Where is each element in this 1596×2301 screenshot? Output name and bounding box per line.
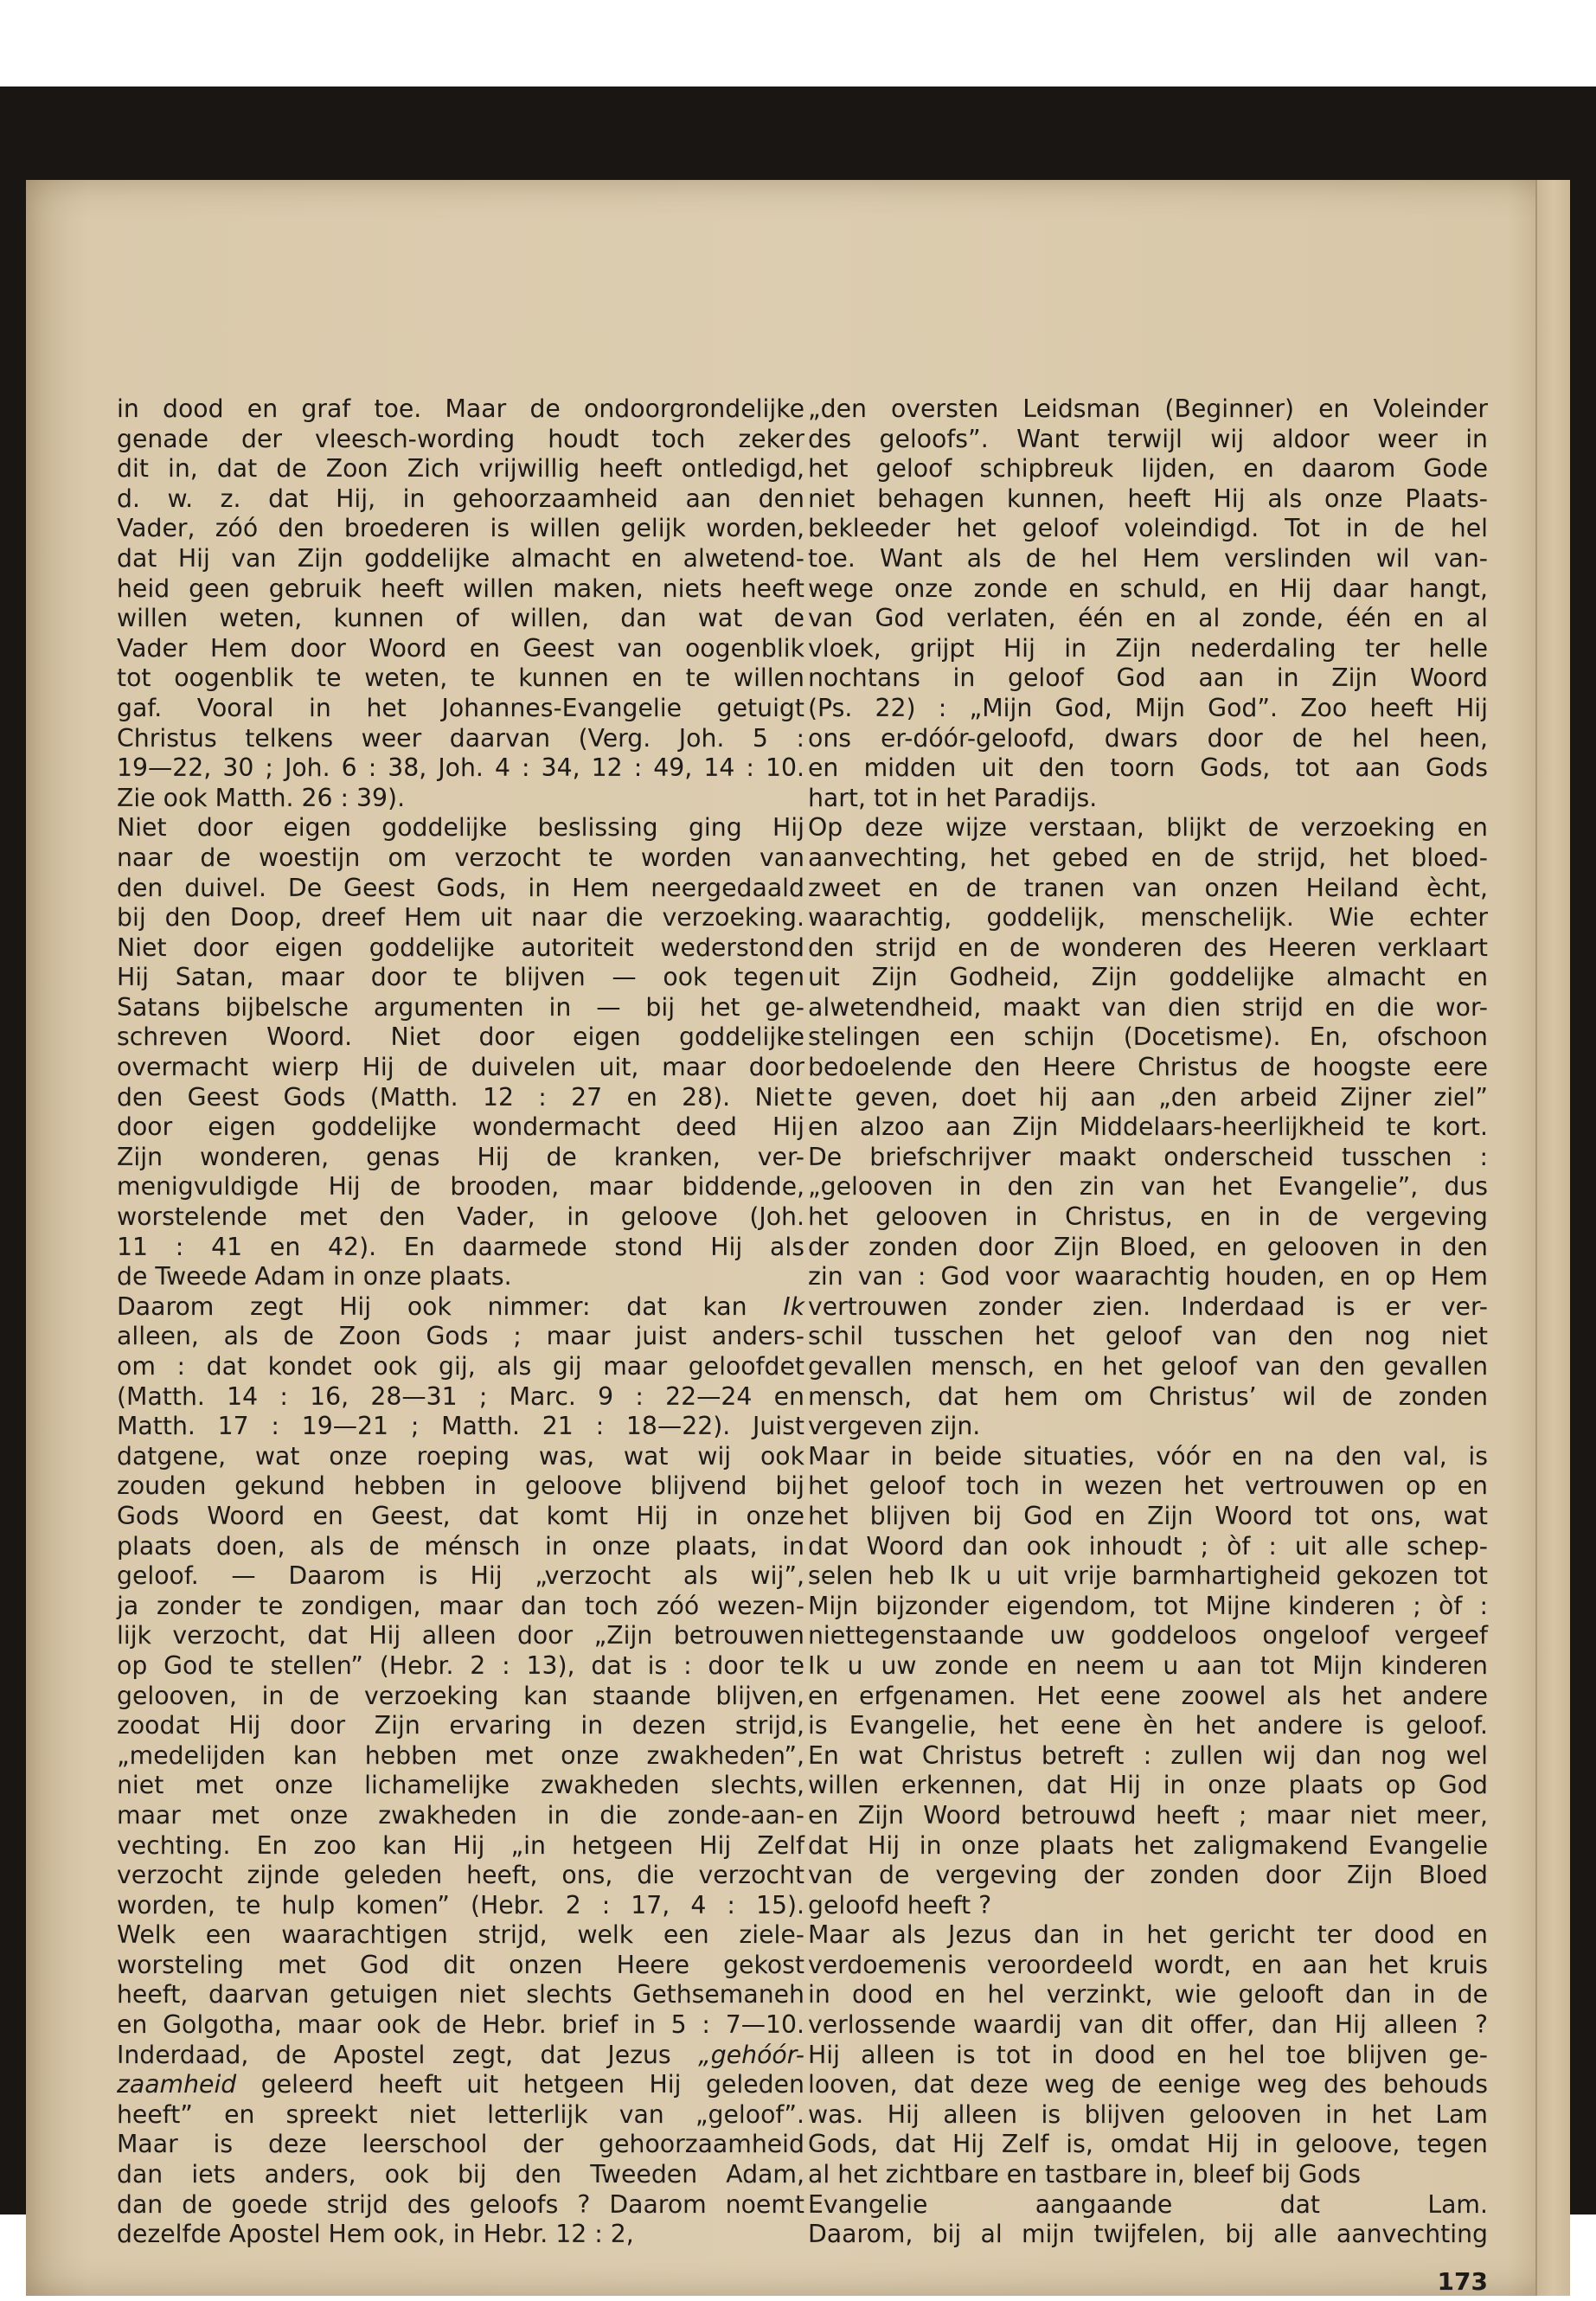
text-line: vertrouwen zonder zien. Inderdaad is er ver- — [808, 1292, 1488, 1321]
text-line: worden, te hulp komen” (Hebr. 2 : 17, 4 : 15). — [117, 1890, 804, 1920]
text-line: Maar als Jezus dan in het gericht ter dood en — [808, 1920, 1488, 1950]
text-line: Niet door eigen goddelijke autoriteit wederstond — [117, 933, 804, 962]
text-line: Satans bijbelsche argumenten in — bij het ge- — [117, 992, 804, 1022]
text-line: en Zijn Woord betrouwd heeft ; maar niet meer, — [808, 1800, 1488, 1830]
text-line: datgene, wat onze roeping was, wat wij ook — [117, 1441, 804, 1471]
text-line: van God verlaten, één en al zonde, één en al — [808, 604, 1488, 633]
text-line: te geven, doet hij aan „den arbeid Zijner ziel” — [808, 1082, 1488, 1112]
text-line: dan de goede strijd des geloofs ? Daarom noemt — [117, 2189, 804, 2219]
text-line: Op deze wijze verstaan, blijkt de verzoeking en — [808, 813, 1488, 843]
text-line: Maar is deze leerschool der gehoorzaamheid — [117, 2130, 804, 2159]
text-line: schil tusschen het geloof van den nog niet — [808, 1322, 1488, 1351]
text-line: alwetendheid, maakt van dien strijd en die wor- — [808, 992, 1488, 1022]
text-line: niettegenstaande uw goddeloos ongeloof vergeef — [808, 1621, 1488, 1650]
text-line: plaats doen, als de ménsch in onze plaats, in — [117, 1531, 804, 1561]
right-text-column — [808, 394, 1488, 2250]
text-line: nochtans in geloof God aan in Zijn Woord — [808, 663, 1488, 693]
text-line: dat Hij van Zijn goddelijke almacht en alwetend- — [117, 543, 804, 573]
text-line: geloof. — Daarom is Hij „verzocht als wij”, — [117, 1561, 804, 1591]
text-line: vergeven zijn. — [808, 1412, 981, 1441]
text-line: „gelooven in den zin van het Evangelie”, dus — [808, 1172, 1488, 1202]
text-line: hart, tot in het Paradijs. — [808, 783, 1098, 812]
text-line: verdoemenis veroordeeld wordt, en aan het kruis — [808, 1950, 1488, 1979]
text-line: verlossende waardij van dit offer, dan Hij alleen ? — [808, 2010, 1488, 2040]
text-line: Zijn wonderen, genas Hij de kranken, ver- — [117, 1142, 804, 1171]
text-line: en Golgotha, maar ook de Hebr. brief in 5 : 7—10. — [117, 2010, 804, 2040]
text-line: verzocht zijnde geleden heeft, ons, die verzocht — [117, 1861, 804, 1890]
text-line: Ik u uw zonde en neem u aan tot Mijn kinderen — [808, 1650, 1488, 1680]
text-line: al het zichtbare en tastbare in, bleef bij Gods — [808, 2160, 1361, 2189]
text-line: Hij Satan, maar door te blijven — ook tegen — [117, 963, 804, 992]
text-line: Mijn bijzonder eigendom, tot Mijne kinderen ; òf : — [808, 1591, 1488, 1620]
text-line: uit Zijn Godheid, Zijn goddelijke almacht en — [808, 963, 1488, 992]
text-line: lijk verzocht, dat Hij alleen door „Zijn betrouwen — [117, 1621, 804, 1650]
text-line: Hij alleen is tot in dood en hel toe blijven ge- — [808, 2040, 1488, 2069]
text-line: naar de woestijn om verzocht te worden van — [117, 843, 804, 872]
text-line: gaf. Vooral in het Johannes-Evangelie getuigt — [117, 693, 804, 722]
emphasis: Ik — [783, 1292, 804, 1321]
text-line: Christus telkens weer daarvan (Verg. Joh. 5 : — [117, 723, 804, 753]
text-line: dat Woord dan ook inhoudt ; òf : uit alle schep- — [808, 1531, 1488, 1561]
text-line: het blijven bij God en Zijn Woord tot ons, wat — [808, 1501, 1488, 1530]
text-line: Gods, dat Hij Zelf is, omdat Hij in geloove, tegen — [808, 2130, 1488, 2159]
text-line: heeft, daarvan getuigen niet slechts Gethsemaneh — [117, 1980, 804, 2009]
text-line: zouden gekund hebben in geloove blijvend bij — [117, 1471, 804, 1501]
text-line: de Tweede Adam in onze plaats. — [117, 1262, 512, 1292]
text-line: zoodat Hij door Zijn ervaring in dezen strijd, — [117, 1711, 804, 1740]
text-line: niet behagen kunnen, heeft Hij als onze Plaats- — [808, 484, 1488, 513]
text-line: willen weten, kunnen of willen, dan wat de — [117, 604, 804, 633]
text-line: den strijd en de wonderen des Heeren verklaart — [808, 933, 1488, 962]
text-line: het geloof toch in wezen het vertrouwen op en — [808, 1471, 1488, 1501]
text-line: tot oogenblik te weten, te kunnen en te willen — [117, 663, 804, 693]
text-line: overmacht wierp Hij de duivelen uit, maar door — [117, 1053, 804, 1082]
page-edge — [1535, 180, 1570, 2296]
text-line: zin van : God voor waarachtig houden, en op Hem — [808, 1262, 1488, 1292]
text-line: looven, dat deze weg de eenige weg des behouds — [808, 2070, 1488, 2099]
text-line: Gods Woord en Geest, dat komt Hij in onze — [117, 1501, 804, 1530]
text-line: in dood en hel verzinkt, wie gelooft dan in de — [808, 1980, 1488, 2009]
text-line: vechting. En zoo kan Hij „in hetgeen Hij Zelf — [117, 1830, 804, 1860]
text-line: dezelfde Apostel Hem ook, in Hebr. 12 : 2, — [117, 2220, 634, 2249]
text-line: en alzoo aan Zijn Middelaars-heerlijkheid te kort. — [808, 1112, 1488, 1142]
text-line: der zonden door Zijn Bloed, en gelooven in den — [808, 1232, 1488, 1261]
text-line: door eigen goddelijke wondermacht deed Hij — [117, 1112, 804, 1142]
text-line: (Matth. 14 : 16, 28—31 ; Marc. 9 : 22—24 en — [117, 1381, 804, 1411]
text-line: 11 : 41 en 42). En daarmede stond Hij als — [117, 1232, 804, 1261]
text-line: menigvuldigde Hij de brooden, maar biddende, — [117, 1172, 804, 1202]
text-line: vloek, grijpt Hij in Zijn nederdaling ter helle — [808, 633, 1488, 663]
text-line: gevallen mensch, en het geloof van den gevallen — [808, 1352, 1488, 1381]
left-text-column — [117, 394, 804, 2250]
text-line: geloofd heeft ? — [808, 1890, 992, 1920]
book-page — [26, 180, 1570, 2296]
text-line: maar met onze zwakheden in die zonde-aan- — [117, 1800, 804, 1830]
text-line: Inderdaad, de Apostel zegt, dat Jezus „gehóór- — [117, 2040, 804, 2069]
text-line: des geloofs”. Want terwijl wij aldoor weer in — [808, 424, 1488, 453]
text-line: gelooven, in de verzoeking kan staande blijven, — [117, 1681, 804, 1710]
text-line: in dood en graf toe. Maar de ondoorgrondelijke — [117, 394, 804, 423]
text-line: mensch, dat hem om Christus’ wil de zonden — [808, 1381, 1488, 1411]
text-line: op God te stellen” (Hebr. 2 : 13), dat is : door te — [117, 1650, 804, 1680]
text-line: om : dat kondet ook gij, als gij maar geloofdet — [117, 1352, 804, 1381]
text-line: dan iets anders, ook bij den Tweeden Adam, — [117, 2160, 804, 2189]
text-line: worstelende met den Vader, in geloove (Joh. — [117, 1202, 804, 1232]
page-number: 173 — [1437, 2267, 1488, 2296]
text-line: willen erkennen, dat Hij in onze plaats op God — [808, 1771, 1488, 1800]
text-line: „medelijden kan hebben met onze zwakheden”, — [117, 1740, 804, 1770]
text-line: genade der vleesch-wording houdt toch zeker — [117, 424, 804, 453]
text-line: ons er-dóór-geloofd, dwars door de hel heen, — [808, 723, 1488, 753]
text-line: dit in, dat de Zoon Zich vrijwillig heeft ontledigd, — [117, 454, 804, 484]
text-line: Vader, zóó den broederen is willen gelijk worden, — [117, 514, 804, 543]
text-line: alleen, als de Zoon Gods ; maar juist anders- — [117, 1322, 804, 1351]
text-line: 19—22, 30 ; Joh. 6 : 38, Joh. 4 : 34, 12 : 49, 14 : 10. — [117, 753, 804, 783]
text-line: stelingen een schijn (Docetisme). En, ofschoon — [808, 1022, 1488, 1052]
text-line: worsteling met God dit onzen Heere gekost — [117, 1950, 804, 1979]
text-line: niet met onze lichamelijke zwakheden slechts, — [117, 1771, 804, 1800]
text-line: waarachtig, goddelijk, menschelijk. Wie echter — [808, 903, 1488, 933]
text-line: den Geest Gods (Matth. 12 : 27 en 28). Niet — [117, 1082, 804, 1112]
scan-frame — [0, 87, 1596, 2296]
text-line: Welk een waarachtigen strijd, welk een ziele- — [117, 1920, 804, 1950]
text-line: het gelooven in Christus, en in de vergeving — [808, 1202, 1488, 1232]
text-line: Niet door eigen goddelijke beslissing ging Hij — [117, 813, 804, 843]
text-line: „den oversten Leidsman (Beginner) en Voleinder — [808, 394, 1488, 423]
text-line: d. w. z. dat Hij, in gehoorzaamheid aan den — [117, 484, 804, 513]
text-line: Zie ook Matth. 26 : 39). — [117, 783, 406, 812]
text-line: toe. Want als de hel Hem verslinden wil van- — [808, 543, 1488, 573]
text-line: Daarom zegt Hij ook nimmer: dat kan Ik — [117, 1292, 804, 1321]
emphasis: „gehóór- — [698, 2040, 804, 2069]
text-line: Daarom, bij al mijn twijfelen, bij alle aanvechting — [808, 2220, 1488, 2249]
text-line: (Ps. 22) : „Mijn God, Mijn God”. Zoo heeft Hij — [808, 693, 1488, 722]
text-line: den duivel. De Geest Gods, in Hem neergedaald — [117, 873, 804, 902]
text-line: Matth. 17 : 19—21 ; Matth. 21 : 18—22). Juist — [117, 1412, 804, 1441]
text-line: en midden uit den toorn Gods, tot aan Gods — [808, 753, 1488, 783]
text-line: was. Hij alleen is blijven gelooven in het Lam — [808, 2099, 1488, 2129]
text-line: van de vergeving der zonden door Zijn Bloed — [808, 1861, 1488, 1890]
text-line: heid geen gebruik heeft willen maken, niets heeft — [117, 574, 804, 603]
text-line: het geloof schipbreuk lijden, en daarom Gode — [808, 454, 1488, 484]
text-line: selen heb Ik u uit vrije barmhartigheid gekozen tot — [808, 1561, 1488, 1591]
text-line: bedoelende den Heere Christus de hoogste eere — [808, 1053, 1488, 1082]
text-line: heeft” en spreekt niet letterlijk van „geloof”. — [117, 2099, 804, 2129]
text-line: Maar in beide situaties, vóór en na den val, is — [808, 1441, 1488, 1471]
text-line: zaamheid geleerd heeft uit hetgeen Hij geleden — [117, 2070, 804, 2099]
text-line: dat Hij in onze plaats het zaligmakend Evangelie — [808, 1830, 1488, 1860]
text-line: is Evangelie, het eene èn het andere is geloof. — [808, 1711, 1488, 1740]
text-line: aanvechting, het gebed en de strijd, het bloed- — [808, 843, 1488, 872]
text-line: bekleeder het geloof voleindigd. Tot in de hel — [808, 514, 1488, 543]
text-line: Evangelie aangaande dat Lam. — [808, 2189, 1488, 2219]
text-line: zweet en de tranen van onzen Heiland ècht, — [808, 873, 1488, 902]
text-line: schreven Woord. Niet door eigen goddelijke — [117, 1022, 804, 1052]
text-line: wege onze zonde en schuld, en Hij daar hangt, — [808, 574, 1488, 603]
text-line: De briefschrijver maakt onderscheid tusschen : — [808, 1142, 1488, 1171]
text-line: en erfgenamen. Het eene zoowel als het andere — [808, 1681, 1488, 1710]
text-line: En wat Christus betreft : zullen wij dan nog wel — [808, 1740, 1488, 1770]
emphasis: zaamheid — [117, 2070, 237, 2099]
text-line: bij den Doop, dreef Hem uit naar die verzoeking. — [117, 903, 804, 933]
text-line: ja zonder te zondigen, maar dan toch zóó wezen- — [117, 1591, 804, 1620]
text-line: Vader Hem door Woord en Geest van oogenblik — [117, 633, 804, 663]
